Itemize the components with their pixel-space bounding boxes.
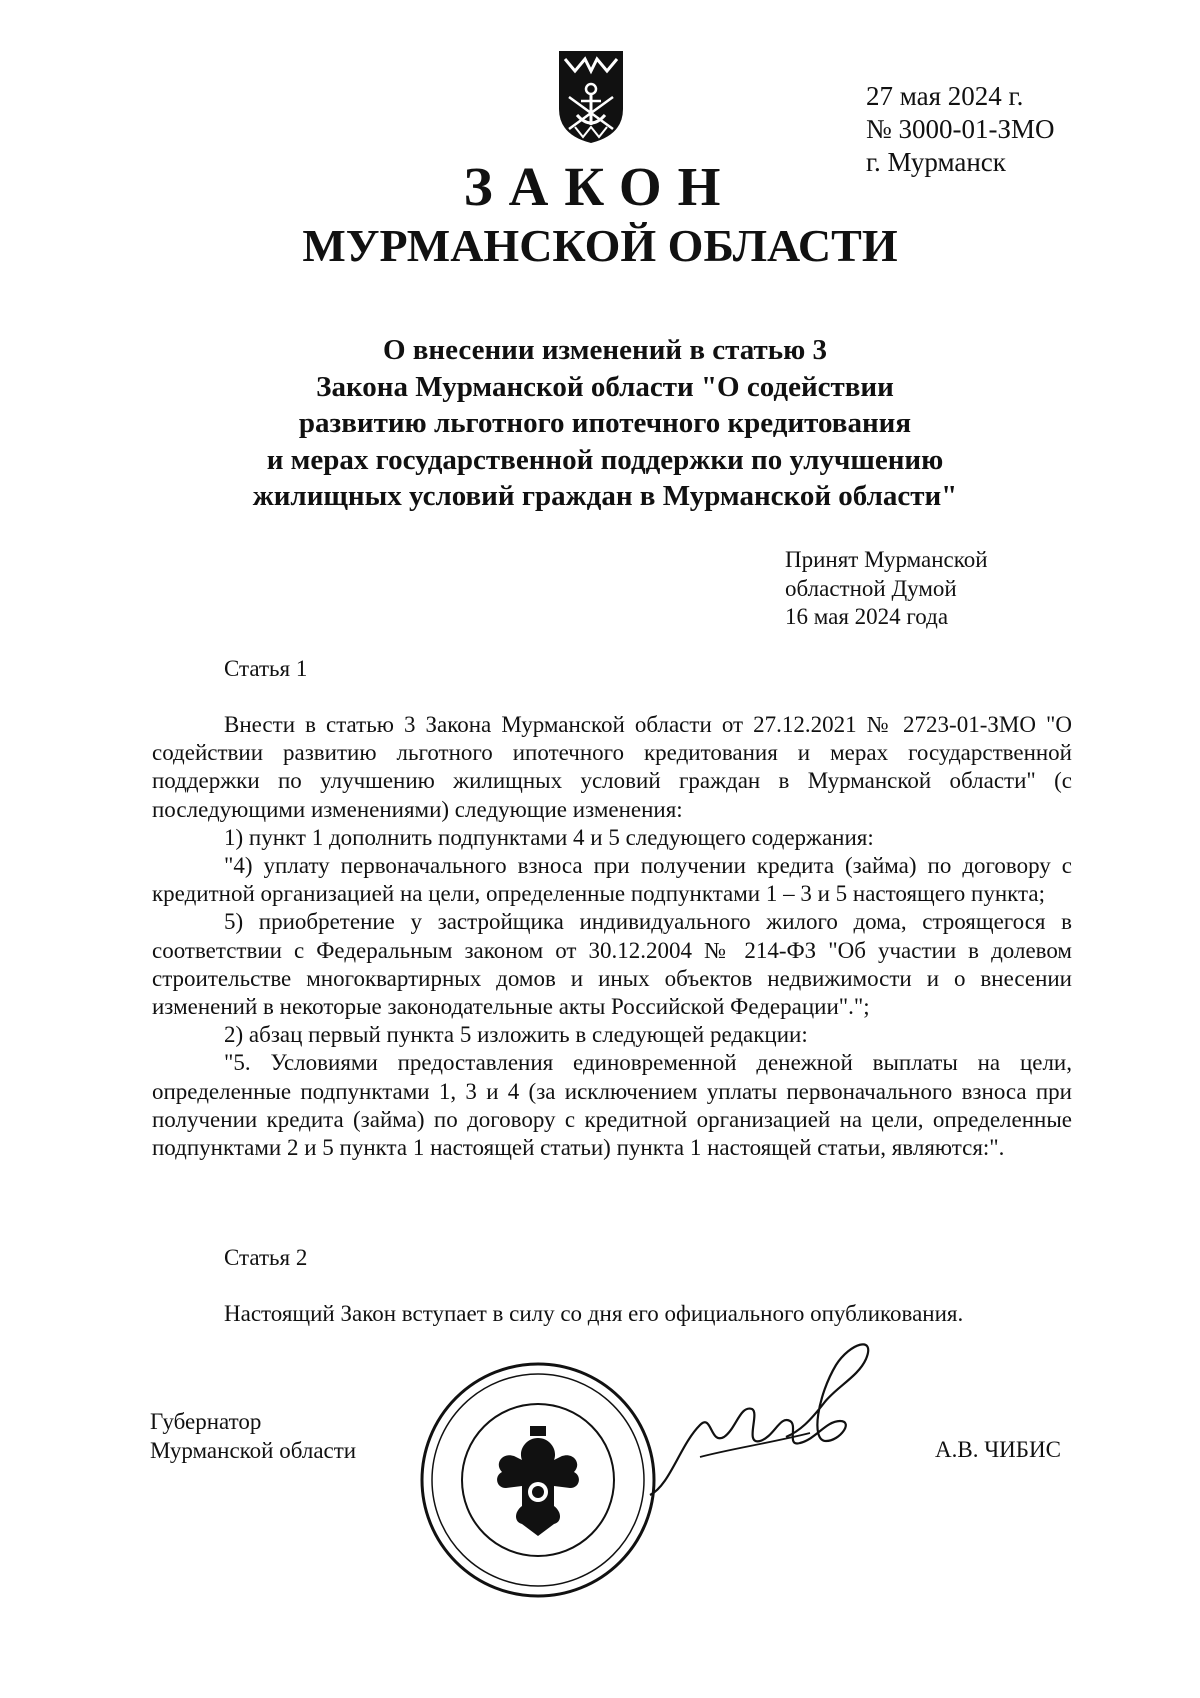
title-line: Закона Мурманской области "О содействии (316, 370, 894, 403)
law-title (150, 332, 1060, 515)
adoption-line: областной Думой (785, 575, 957, 601)
handwritten-signature (640, 1325, 880, 1515)
governor-name: А.В. ЧИБИС (935, 1437, 1061, 1462)
adoption-note (785, 546, 988, 632)
article-1-paragraph: 1) пункт 1 дополнить подпунктами 4 и 5 следующего содержания: (224, 824, 874, 850)
governor-title (150, 1407, 356, 1465)
law-heading: ЗАКОН (463, 156, 737, 217)
governor-title-line: Мурманской области (150, 1438, 357, 1463)
law-meta (866, 80, 1166, 179)
article-1-paragraph: "5. Условиями предоставления единовременной денежной выплаты на цели, определенные подпунктами 1, 3 и 4 (за исключением уплаты первоначального взноса при получении кредита (займа) по договору с кредитной организацией на цели, определенные подпунктами 2 и 5 пункта 1 настоящей статьи) пункта 1 настоящей статьи, являются:". (152, 1050, 1072, 1161)
article-1-paragraph: 5) приобретение у застройщика индивидуального жилого дома, строящегося в соответствии с Федеральным законом от 30.12.2004 № 214-ФЗ "Об участии в долевом строительстве многоквартирных домов и иных объектов недвижимости и о внесении изменений в некоторые законодательные акты Российской Федерации"."; (152, 909, 1072, 1020)
official-seal (418, 1360, 658, 1600)
title-line: развитию льготного ипотечного кредитования (298, 407, 912, 439)
law-date: 27 мая 2024 г. (866, 81, 1024, 111)
article-1-paragraph: "4) уплату первоначального взноса при получении кредита (займа) по договору с кредитной организацией на цели, определенные подпунктами 1 – 3 и 5 настоящего пункта; (152, 853, 1072, 907)
adoption-line: 16 мая 2024 года (785, 604, 949, 629)
article-2-body (152, 1300, 1072, 1328)
law-number: № 3000-01-ЗМО (866, 114, 1055, 144)
title-line: О внесении изменений в статью 3 (382, 334, 828, 366)
article-1-paragraph: Внести в статью 3 Закона Мурманской области от 27.12.2021 № 2723-01-ЗМО "О содействии развитию льготного ипотечного кредитования и мерах государственной поддержки по улучшению жилищных условий граждан в Мурманской области" (с последующими изменениями) следующие изменения: (152, 712, 1072, 822)
adoption-line: Принят Мурманской (785, 547, 988, 572)
article-1-paragraph: 2) абзац первый пункта 5 изложить в следующей редакции: (224, 1022, 808, 1048)
article-2-heading: Статья 2 (224, 1245, 308, 1270)
article-1-body (152, 711, 1072, 1162)
title-line: жилищных условий граждан в Мурманской области" (252, 480, 958, 512)
law-city: г. Мурманск (866, 147, 1006, 177)
title-line: и мерах государственной поддержки по улучшению (266, 443, 944, 476)
region-heading: МУРМАНСКОЙ ОБЛАСТИ (302, 220, 898, 271)
governor-title-line: Губернатор (150, 1409, 262, 1434)
article-1-heading: Статья 1 (224, 656, 308, 681)
coat-of-arms-emblem (555, 45, 627, 145)
article-2-paragraph: Настоящий Закон вступает в силу со дня его официального опубликования. (224, 1301, 964, 1326)
